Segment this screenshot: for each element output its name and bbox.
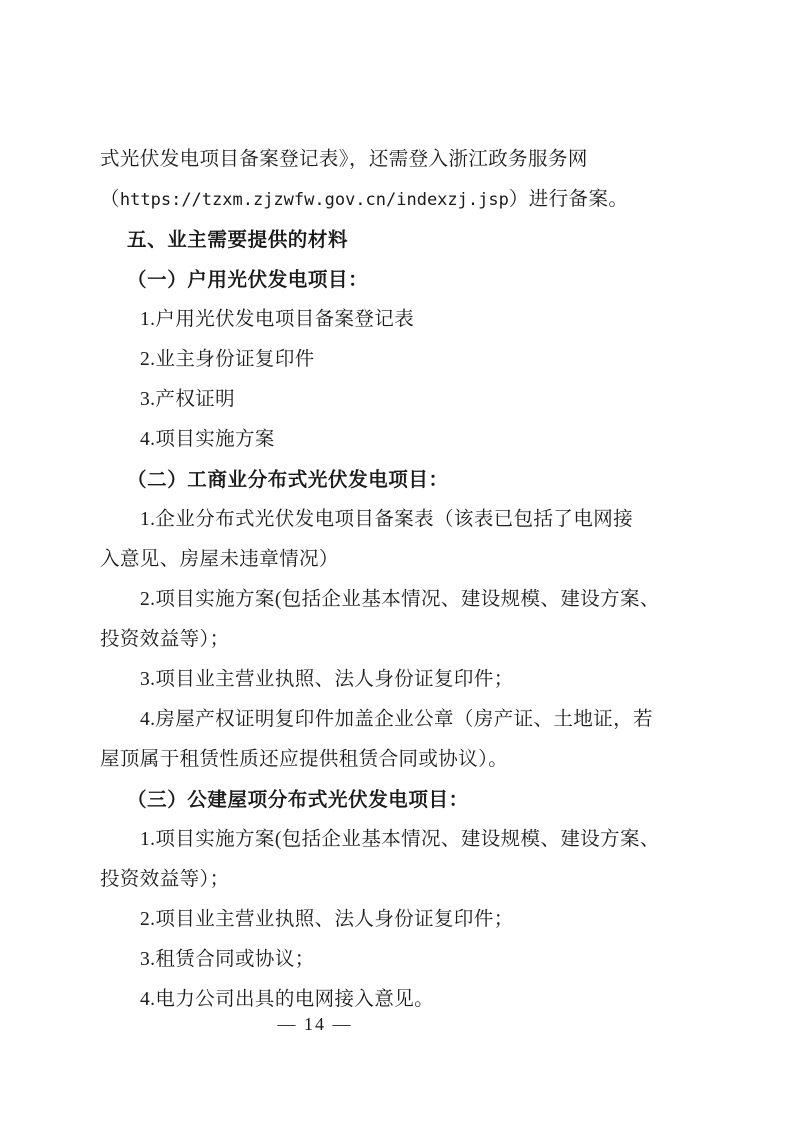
page-number: — 14 — bbox=[277, 1014, 353, 1034]
text-run: 投资效益等）； bbox=[100, 869, 230, 890]
text-run: 2.业主身份证复印件 bbox=[140, 349, 315, 370]
text-run: 五、业主需要提供的材料 bbox=[127, 228, 349, 251]
item-3-1 bbox=[100, 820, 696, 860]
text-run: 式光伏发电项目备案登记表》，还需登入浙江政务服务网 bbox=[100, 149, 588, 170]
para-url bbox=[100, 180, 696, 220]
text-run: 3.项目业主营业执照、法人身份证复印件； bbox=[140, 669, 514, 690]
heading-sub-2 bbox=[100, 460, 696, 500]
heading-section-5 bbox=[100, 220, 696, 260]
text-run: 3.产权证明 bbox=[140, 389, 236, 410]
item-3-1-cont bbox=[100, 860, 696, 900]
item-2-2-cont bbox=[100, 620, 696, 660]
text-run: 1.户用光伏发电项目备案登记表 bbox=[140, 309, 415, 330]
item-1-1 bbox=[100, 300, 696, 340]
item-2-1 bbox=[100, 500, 696, 540]
item-2-2 bbox=[100, 580, 696, 620]
text-run: 屋顶属于租赁性质还应提供租赁合同或协议）。 bbox=[100, 749, 509, 770]
text-run: 入意见、房屋未违章情况） bbox=[100, 549, 339, 570]
text-run: 1.企业分布式光伏发电项目备案表（该表已包括了电网接 bbox=[140, 509, 634, 530]
item-3-2 bbox=[100, 900, 696, 940]
text-run: ）进行备案。 bbox=[508, 189, 629, 210]
item-1-2 bbox=[100, 340, 696, 380]
text-run: （ bbox=[100, 189, 120, 210]
text-run: （一）户用光伏发电项目： bbox=[127, 268, 369, 291]
text-run: 4.电力公司出具的电网接入意见。 bbox=[140, 989, 435, 1010]
item-1-3 bbox=[100, 380, 696, 420]
inline-url: https://tzxm.zjzwfw.gov.cn/indexzj.jsp bbox=[119, 190, 509, 210]
text-run: 4.项目实施方案 bbox=[140, 429, 275, 450]
text-run: 2.项目业主营业执照、法人身份证复印件； bbox=[140, 909, 514, 930]
page-footer bbox=[0, 1014, 800, 1035]
text-run: 投资效益等）； bbox=[100, 629, 230, 650]
item-2-4-cont bbox=[100, 740, 696, 780]
heading-sub-3 bbox=[100, 780, 696, 820]
text-run: 3.租赁合同或协议； bbox=[140, 949, 315, 970]
item-2-4 bbox=[100, 700, 696, 740]
item-1-4 bbox=[100, 420, 696, 460]
text-run: 1.项目实施方案(包括企业基本情况、建设规模、建设方案、 bbox=[140, 829, 660, 850]
item-2-1-cont bbox=[100, 540, 696, 580]
document-body bbox=[100, 140, 696, 1020]
item-3-3 bbox=[100, 940, 696, 980]
text-run: （三）公建屋项分布式光伏发电项目： bbox=[127, 788, 469, 811]
heading-sub-1 bbox=[100, 260, 696, 300]
text-run: 2.项目实施方案(包括企业基本情况、建设规模、建设方案、 bbox=[140, 589, 660, 610]
para-continuation bbox=[100, 140, 696, 180]
text-run: 4.房屋产权证明复印件加盖企业公章（房产证、土地证，若 bbox=[140, 709, 653, 730]
text-run: （二）工商业分布式光伏发电项目： bbox=[127, 468, 449, 491]
item-2-3 bbox=[100, 660, 696, 700]
